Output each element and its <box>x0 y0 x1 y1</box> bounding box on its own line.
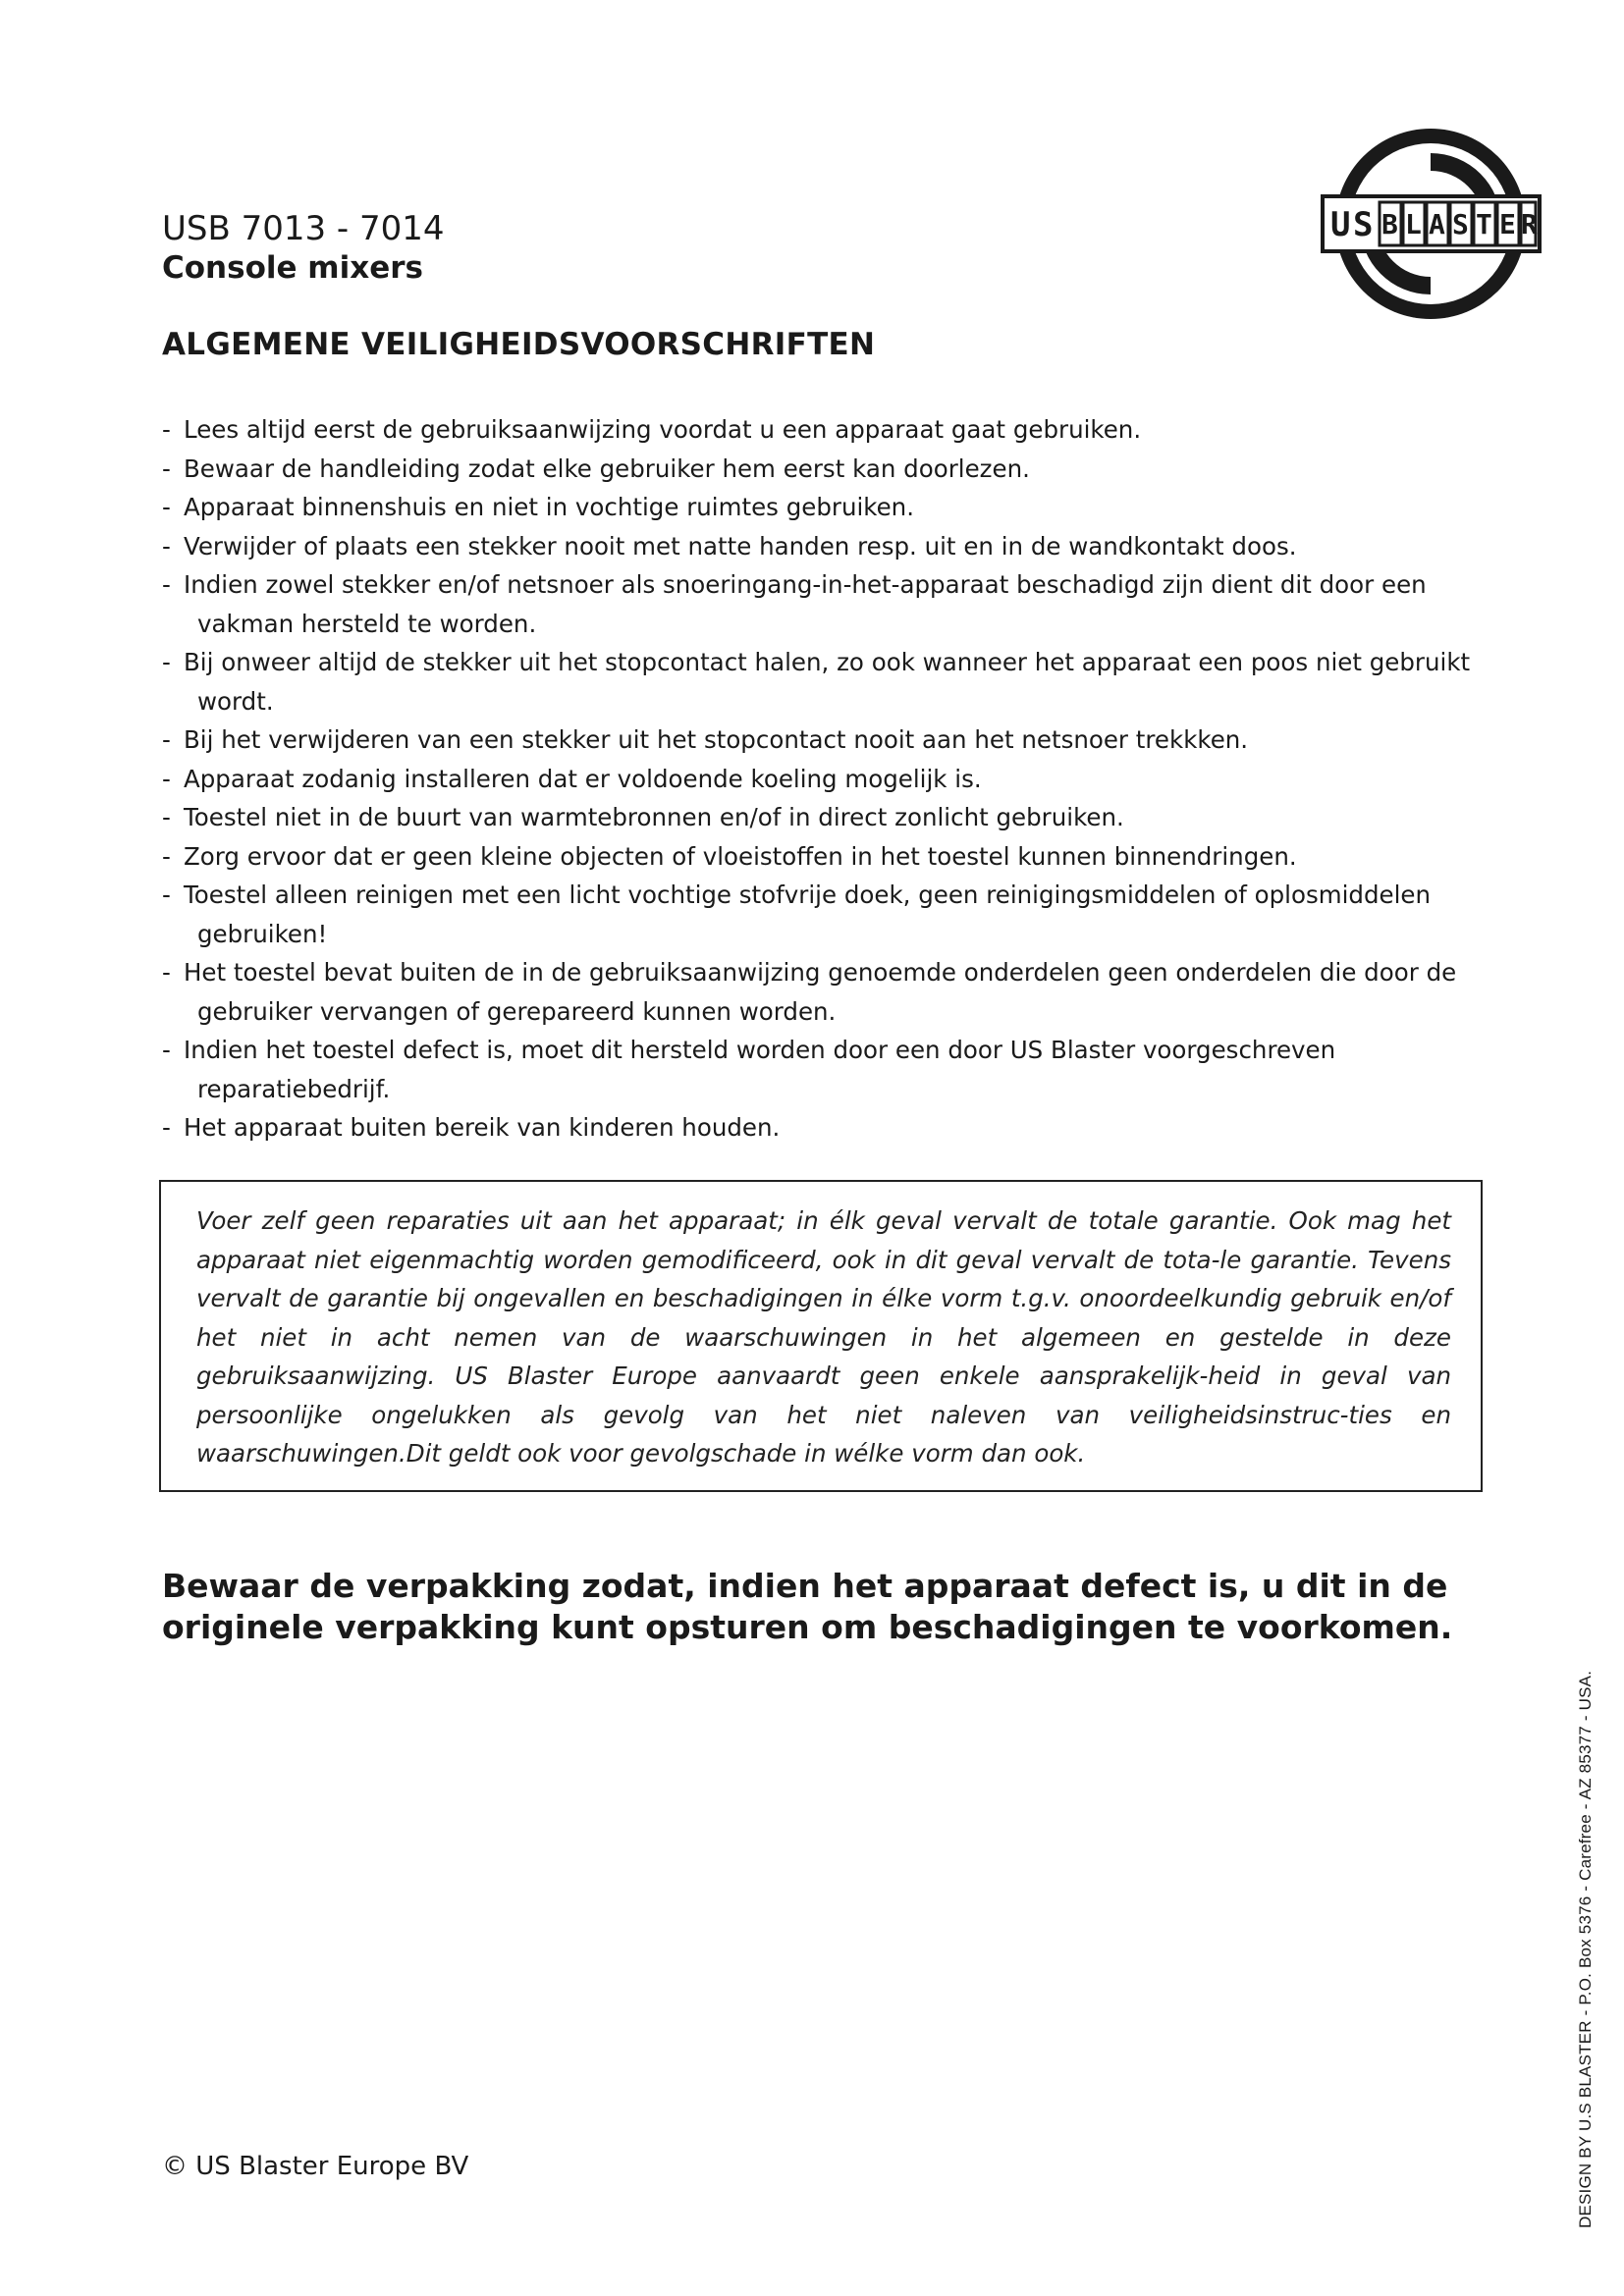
svg-text:E: E <box>1499 208 1516 240</box>
bullet-dash: - <box>162 415 171 444</box>
svg-text:S: S <box>1452 208 1469 240</box>
side-credit: DESIGN BY U.S BLASTER - P.O. Box 5376 - Carefree - AZ 85377 - USA. <box>1576 1670 1595 2228</box>
safety-rule-item <box>162 488 1478 527</box>
bullet-dash: - <box>162 1036 171 1064</box>
safety-rule-text: Apparaat zodanig installeren dat er voldoende koeling mogelijk is. <box>184 764 982 793</box>
safety-rule-text: Bij onweer altijd de stekker uit het stopcontact halen, zo ook wanneer het apparaat een poos niet gebruikt wordt. <box>184 648 1471 716</box>
bullet-dash: - <box>162 841 171 871</box>
safety-rule-text: Toestel niet in de buurt van warmtebronnen en/of in direct zonlicht gebruiken. <box>184 803 1124 831</box>
safety-rule-item <box>162 410 1478 450</box>
bullet-dash: - <box>162 531 171 561</box>
safety-rule-item <box>162 721 1478 760</box>
packaging-note: Bewaar de verpakking zodat, indien het apparaat defect is, u dit in de originele verpakking kunt opsturen om beschadigingen te voorkomen. <box>162 1567 1453 1647</box>
warranty-warning-text: Voer zelf geen reparaties uit aan het apparaat; in élk geval vervalt de totale garantie. Ook mag het apparaat niet eigenmachtig worden gemodificeerd, ook in dit geval vervalt de tota-le garantie. Tevens vervalt de garantie bij ongevallen en beschadigingen in élke vorm t.g.v. onoordeelkundig gebruik en/of het niet in acht nemen van de waarschuwingen in het algemeen en gestelde in deze gebruiksaanwijzing. US Blaster Europe aanvaardt geen enkele aansprakelijk-heid in geval van persoonlijke ongelukken als gevolg van het niet naleven van veiligheidsinstruc-ties en waarschuwingen.Dit geldt ook voor gevolgschade in wélke vorm dan ook. <box>196 1206 1451 1468</box>
section-heading: ALGEMENE VEILIGHEIDSVOORSCHRIFTEN <box>162 327 876 362</box>
svg-text:A: A <box>1429 208 1445 240</box>
bullet-dash: - <box>162 764 171 793</box>
svg-text:R: R <box>1521 208 1538 240</box>
safety-rule-text: Bewaar de handleiding zodat elke gebruiker hem eerst kan doorlezen. <box>184 454 1030 483</box>
safety-rule-text: Verwijder of plaats een stekker nooit met natte handen resp. uit en in de wandkontakt doos. <box>184 531 1297 561</box>
bullet-dash: - <box>162 1113 171 1142</box>
bullet-dash: - <box>162 958 171 987</box>
safety-rule-item <box>162 527 1478 566</box>
svg-text:L: L <box>1405 208 1422 240</box>
safety-rule-item <box>162 876 1478 953</box>
svg-text:U: U <box>1330 205 1351 244</box>
bullet-dash: - <box>162 881 171 909</box>
svg-text:B: B <box>1381 208 1398 240</box>
safety-rule-text: Indien zowel stekker en/of netsnoer als snoeringang-in-het-apparaat beschadigd zijn dient dit door een vakman hersteld te worden. <box>184 570 1427 638</box>
safety-rule-item <box>162 565 1478 643</box>
safety-rule-text: Het toestel bevat buiten de in de gebruiksaanwijzing genoemde onderdelen geen onderdelen die door de gebruiker vervangen of gerepareerd kunnen worden. <box>184 958 1457 1026</box>
safety-rule-text: Het apparaat buiten bereik van kinderen houden. <box>184 1113 781 1142</box>
safety-rule-text: Lees altijd eerst de gebruiksaanwijzing voordat u een apparaat gaat gebruiken. <box>184 415 1142 444</box>
bullet-dash: - <box>162 493 171 521</box>
safety-rule-item <box>162 643 1478 721</box>
safety-rule-text: Zorg ervoor dat er geen kleine objecten of vloeistoffen in het toestel kunnen binnendringen. <box>184 841 1297 871</box>
warranty-warning-box <box>159 1180 1483 1492</box>
safety-rule-text: Apparaat binnenshuis en niet in vochtige ruimtes gebruiken. <box>184 493 914 521</box>
bullet-dash: - <box>162 725 171 754</box>
safety-rule-item <box>162 953 1478 1031</box>
safety-rule-item <box>162 1108 1478 1148</box>
safety-rule-item <box>162 837 1478 877</box>
svg-text:S: S <box>1353 205 1374 244</box>
bullet-dash: - <box>162 648 171 676</box>
safety-rule-item <box>162 450 1478 489</box>
safety-rule-item <box>162 760 1478 799</box>
svg-text:T: T <box>1476 208 1492 240</box>
safety-rule-text: Bij het verwijderen van een stekker uit het stopcontact nooit aan het netsnoer trekkken. <box>184 725 1249 754</box>
bullet-dash: - <box>162 570 171 599</box>
safety-rule-item <box>162 798 1478 837</box>
safety-rule-item <box>162 1031 1478 1108</box>
safety-rules-list <box>162 410 1478 1148</box>
bullet-dash: - <box>162 454 171 483</box>
bullet-dash: - <box>162 803 171 831</box>
safety-rule-text: Toestel alleen reinigen met een licht vochtige stofvrije doek, geen reinigingsmiddelen of oplosmiddelen gebruiken! <box>184 881 1431 948</box>
us-blaster-logo <box>1321 126 1542 322</box>
copyright: © US Blaster Europe BV <box>162 2152 469 2181</box>
model-number: USB 7013 - 7014 <box>162 209 445 248</box>
safety-rule-text: Indien het toestel defect is, moet dit hersteld worden door een door US Blaster voorgeschreven reparatiebedrijf. <box>184 1036 1336 1103</box>
product-subtitle: Console mixers <box>162 250 423 286</box>
